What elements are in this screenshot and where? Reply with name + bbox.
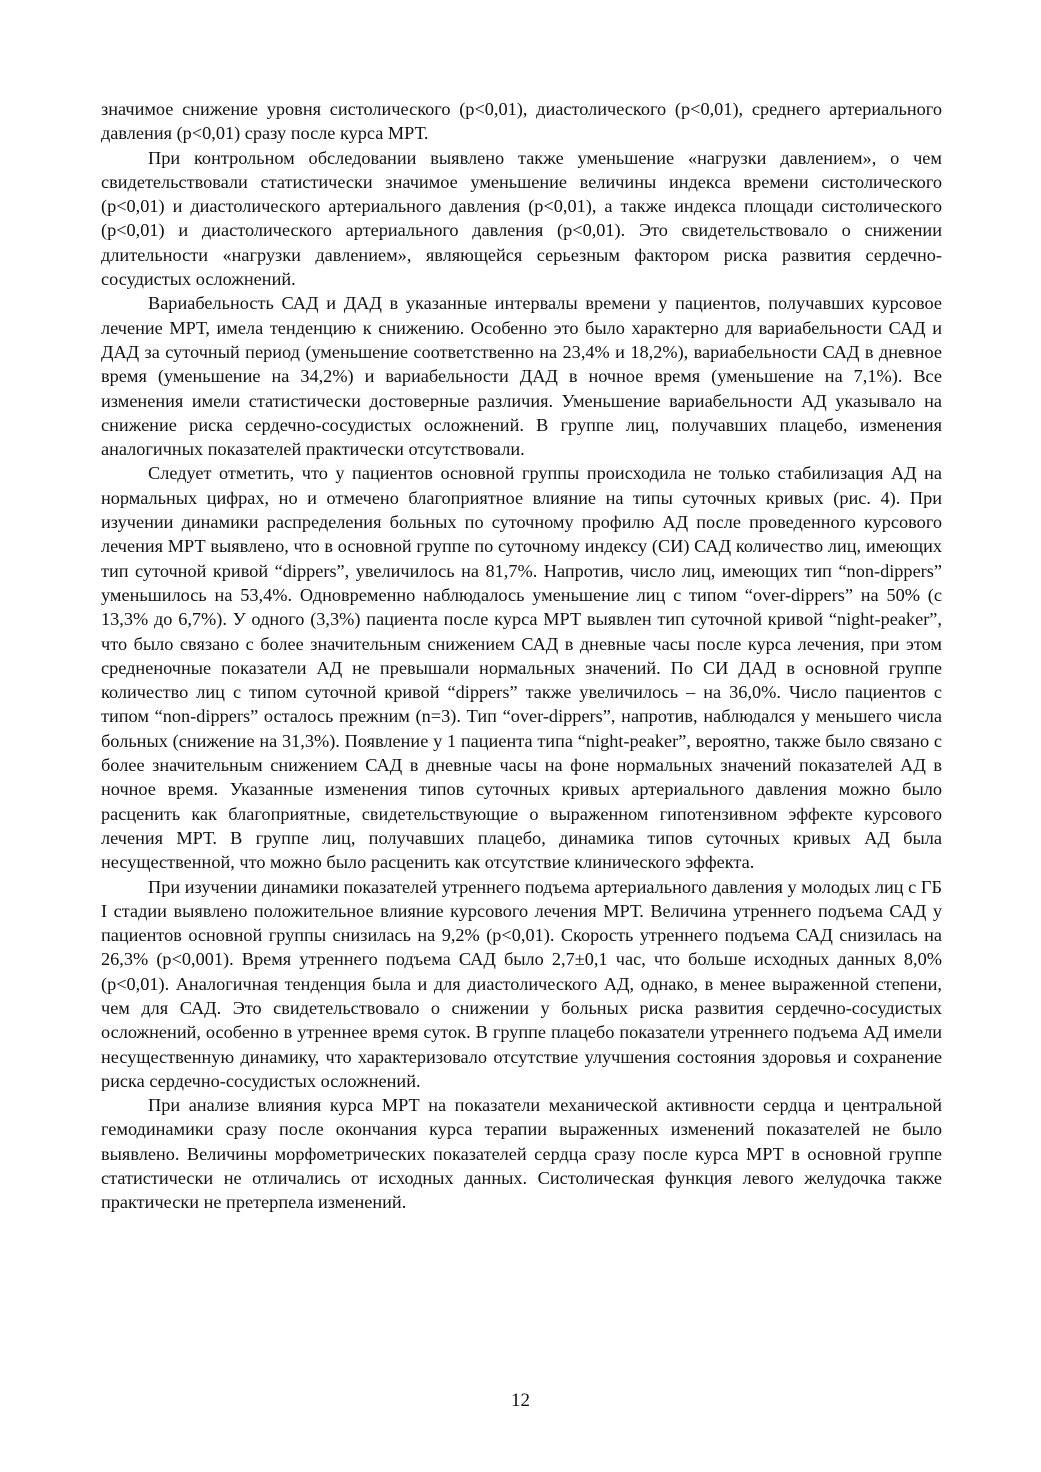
paragraph-morning-rise: При изучении динамики показателей утреннего подъема артериального давления у молодых лиц с ГБ I стадии выявлено положительное влияние курсового лечения МРТ. Величина утреннего подъема САД у пациентов основной группы снизилась на 9,2% (р<0,01). Скорость утреннего подъема САД снизилась на 26,3% (р<0,001). Время утреннего подъема САД было 2,7±0,1 час, что больше исходных данных 8,0% (р<0,01). Аналогичная тенденция была и для диастолического АД, однако, в менее выраженной степени, чем для САД. Это свидетельствовало о снижении у больных риска развития сердечно-сосудистых осложнений, особенно в утреннее время суток. В группе плацебо показатели утреннего подъема АД имели несущественную динамику, что характеризовало отсутствие улучшения состояния здоровья и сохранение риска сердечно-сосудистых осложнений. — [101, 876, 942, 1091]
paragraph-continuation: значимое снижение уровня систолического (р<0,01), диастолического (р<0,01), среднего артериального давления (р<0,01) сразу после курса МРТ. — [101, 99, 942, 144]
paragraph-pressure-load: При контрольном обследовании выявлено также уменьшение «нагрузки давлением», о чем свидетельствовали статистически значимое уменьшение величины индекса времени систолического (р<0,01) и диастолического артериального давления (р<0,01), а также индекса площади систолического (р<0,01) и диастолического артериального давления (р<0,01). Это свидетельствовало о снижении длительности «нагрузки давлением», являющейся серьезным фактором риска развития сердечно-сосудистых осложнений. — [101, 147, 942, 290]
paragraph-variability: Вариабельность САД и ДАД в указанные интервалы времени у пациентов, получавших курсовое лечение МРТ, имела тенденцию к снижению. Особенно это было характерно для вариабельности САД и ДАД за суточный период (уменьшение соответственно на 23,4% и 18,2%), вариабельности САД в дневное время (уменьшение на 34,2%) и вариабельности ДАД в ночное время (уменьшение на 7,1%). Все изменения имели статистически достоверные различия. Уменьшение вариабельности АД указывало на снижение риска сердечно-сосудистых осложнений. В группе лиц, получавших плацебо, изменения аналогичных показателей практически отсутствовали. — [101, 293, 942, 460]
paragraph-hemodynamics: При анализе влияния курса МРТ на показатели механической активности сердца и центральной гемодинамики сразу после окончания курса терапии выраженных изменений показателей не было выявлено. Величины морфометрических показателей сердца сразу после курса МРТ в основной группе статистически не отличались от исходных данных. Систолическая функция левого желудочка также практически не претерпела изменений. — [101, 1095, 942, 1213]
body-text — [101, 97, 942, 1215]
page-number: 12 — [511, 1390, 530, 1411]
paragraph-daily-curves: Следует отметить, что у пациентов основной группы происходила не только стабилизация АД на нормальных цифрах, но и отмечено благоприятное влияние на типы суточных кривых (рис. 4). При изучении динамики распределения больных по суточному профилю АД после проведенного курсового лечения МРТ выявлено, что в основной группе по суточному индексу (СИ) САД количество лиц, имеющих тип суточной кривой “dippers”, увеличилось на 81,7%. Напротив, число лиц, имеющих тип “non-dippers” уменьшилось на 53,4%. Одновременно наблюдалось уменьшение лиц с типом “over-dippers” на 50% (с 13,3% до 6,7%). У одного (3,3%) пациента после курса МРТ выявлен тип суточной кривой “night-peaker”, что было связано с более значительным снижением САД в дневные часы после курса лечения, при этом средненочные показатели АД не превышали нормальных значений. По СИ ДАД в основной группе количество лиц с типом суточной кривой “dippers” также увеличилось – на 36,0%. Число пациентов с типом “non-dippers” осталось прежним (n=3). Тип “over-dippers”, напротив, наблюдался у меньшего числа больных (снижение на 31,3%). Появление у 1 пациента типа “night-peaker”, вероятно, также было связано с более значительным снижением САД в дневные часы на фоне нормальных значений показателей АД в ночное время. Указанные изменения типов суточных кривых артериального давления можно было расценить как благоприятные, свидетельствующие о выраженном гипотензивном эффекте курсового лечения МРТ. В группе лиц, получавших плацебо, динамика типов суточных кривых АД была несущественной, что можно было расценить как отсутствие клинического эффекта. — [101, 463, 942, 873]
